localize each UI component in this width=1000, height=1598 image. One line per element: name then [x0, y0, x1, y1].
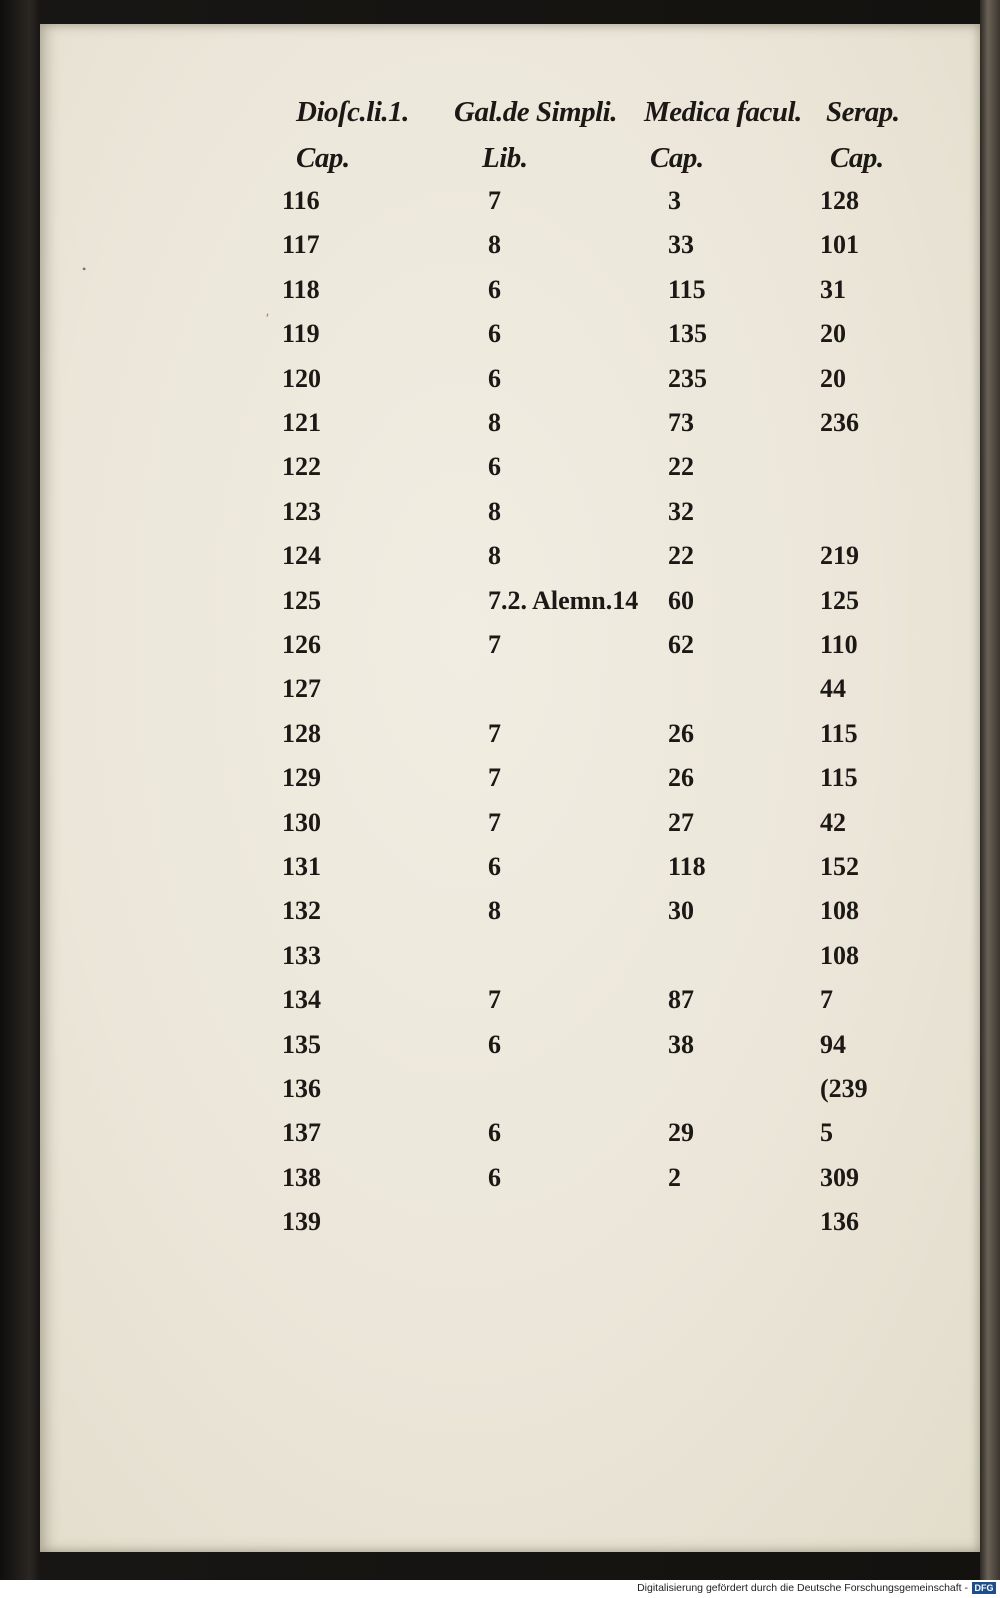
table-cell-serapion: 20 — [820, 364, 846, 393]
table-cell-galen: 7.2. Alemn.14 — [488, 586, 639, 615]
dfg-logo: DFG — [972, 1582, 996, 1594]
column-subheader-serapion: Cap. — [830, 142, 884, 174]
table-cell-galen: 6 — [488, 319, 501, 348]
column-subheader-medica-facultas: Cap. — [650, 142, 704, 174]
table-cell-galen: 8 — [488, 497, 501, 526]
table-cell-dioscorides: 139 — [282, 1207, 321, 1236]
table-cell-serapion: 309 — [820, 1163, 859, 1192]
table-cell-medica-facultas: 27 — [668, 808, 694, 837]
table-cell-medica-facultas: 118 — [668, 852, 706, 881]
table-cell-dioscorides: 122 — [282, 452, 321, 481]
table-cell-serapion: 110 — [820, 630, 858, 659]
table-cell-dioscorides: 126 — [282, 630, 321, 659]
funding-credit: Digitalisierung gefördert durch die Deutsche Forschungsgemeinschaft - — [637, 1582, 968, 1594]
ink-spot: ʹ — [266, 312, 270, 327]
column-subheader-galen: Lib. — [482, 142, 528, 174]
table-cell-dioscorides: 133 — [282, 941, 321, 970]
table-cell-dioscorides: 127 — [282, 674, 321, 703]
table-cell-galen: 7 — [488, 985, 501, 1014]
table-cell-medica-facultas: 235 — [668, 364, 707, 393]
table-cell-serapion: (239 — [820, 1074, 868, 1103]
table-cell-serapion: 136 — [820, 1207, 859, 1236]
table-cell-medica-facultas: 3 — [668, 186, 681, 215]
table-cell-galen: 7 — [488, 808, 501, 837]
table-cell-medica-facultas: 135 — [668, 319, 707, 348]
table-cell-galen: 7 — [488, 630, 501, 659]
column-header-galen: Gal.de Simpli. — [454, 96, 617, 128]
table-cell-galen: 6 — [488, 275, 501, 304]
table-cell-serapion: 42 — [820, 808, 846, 837]
column-header-medica-facultas: Medica facul. — [644, 96, 802, 128]
table-cell-dioscorides: 130 — [282, 808, 321, 837]
table-cell-medica-facultas: 22 — [668, 541, 694, 570]
table-cell-medica-facultas: 32 — [668, 497, 694, 526]
table-cell-medica-facultas: 22 — [668, 452, 694, 481]
table-cell-dioscorides: 120 — [282, 364, 321, 393]
table-cell-serapion: 44 — [820, 674, 846, 703]
table-cell-dioscorides: 125 — [282, 586, 321, 615]
table-cell-serapion: 115 — [820, 719, 858, 748]
table-cell-serapion: 101 — [820, 230, 859, 259]
table-cell-dioscorides: 136 — [282, 1074, 321, 1103]
table-cell-medica-facultas: 26 — [668, 719, 694, 748]
table-cell-medica-facultas: 73 — [668, 408, 694, 437]
table-cell-dioscorides: 128 — [282, 719, 321, 748]
table-cell-dioscorides: 131 — [282, 852, 321, 881]
table-cell-serapion: 31 — [820, 275, 846, 304]
table-cell-dioscorides: 137 — [282, 1118, 321, 1147]
table-cell-dioscorides: 134 — [282, 985, 321, 1014]
table-cell-galen: 6 — [488, 1030, 501, 1059]
table-cell-medica-facultas: 33 — [668, 230, 694, 259]
table-cell-serapion: 115 — [820, 763, 858, 792]
table-cell-dioscorides: 138 — [282, 1163, 321, 1192]
table-cell-galen: 6 — [488, 364, 501, 393]
table-cell-dioscorides: 124 — [282, 541, 321, 570]
table-cell-galen: 8 — [488, 408, 501, 437]
table-cell-serapion: 94 — [820, 1030, 846, 1059]
table-cell-medica-facultas: 2 — [668, 1163, 681, 1192]
table-cell-galen: 6 — [488, 1163, 501, 1192]
table-cell-serapion: 108 — [820, 941, 859, 970]
table-cell-galen: 6 — [488, 852, 501, 881]
book-edge — [980, 0, 1000, 1580]
column-header-serapion: Serap. — [826, 96, 900, 128]
table-cell-serapion: 7 — [820, 985, 833, 1014]
table-cell-dioscorides: 116 — [282, 186, 320, 215]
table-cell-dioscorides: 119 — [282, 319, 320, 348]
column-header-dioscorides: Dioſc.li.1. — [296, 96, 409, 128]
table-cell-dioscorides: 118 — [282, 275, 320, 304]
table-cell-galen: 8 — [488, 230, 501, 259]
table-cell-serapion: 128 — [820, 186, 859, 215]
ink-spot: • — [82, 262, 87, 276]
table-cell-medica-facultas: 30 — [668, 896, 694, 925]
table-cell-medica-facultas: 87 — [668, 985, 694, 1014]
table-cell-dioscorides: 135 — [282, 1030, 321, 1059]
table-cell-galen: 7 — [488, 763, 501, 792]
table-cell-galen: 8 — [488, 896, 501, 925]
table-cell-medica-facultas: 38 — [668, 1030, 694, 1059]
table-cell-medica-facultas: 60 — [668, 586, 694, 615]
table-cell-medica-facultas: 29 — [668, 1118, 694, 1147]
table-cell-dioscorides: 129 — [282, 763, 321, 792]
table-cell-dioscorides: 117 — [282, 230, 320, 259]
table-cell-medica-facultas: 26 — [668, 763, 694, 792]
table-cell-serapion: 152 — [820, 852, 859, 881]
column-subheader-dioscorides: Cap. — [296, 142, 350, 174]
table-cell-serapion: 5 — [820, 1118, 833, 1147]
table-cell-medica-facultas: 115 — [668, 275, 706, 304]
table-cell-serapion: 219 — [820, 541, 859, 570]
table-cell-medica-facultas: 62 — [668, 630, 694, 659]
table-cell-serapion: 125 — [820, 586, 859, 615]
table-cell-galen: 8 — [488, 541, 501, 570]
table-cell-dioscorides: 123 — [282, 497, 321, 526]
table-cell-serapion: 108 — [820, 896, 859, 925]
table-cell-serapion: 236 — [820, 408, 859, 437]
table-cell-dioscorides: 132 — [282, 896, 321, 925]
table-cell-galen: 7 — [488, 719, 501, 748]
table-cell-dioscorides: 121 — [282, 408, 321, 437]
table-cell-galen: 6 — [488, 1118, 501, 1147]
table-cell-galen: 6 — [488, 452, 501, 481]
table-cell-serapion: 20 — [820, 319, 846, 348]
table-cell-galen: 7 — [488, 186, 501, 215]
